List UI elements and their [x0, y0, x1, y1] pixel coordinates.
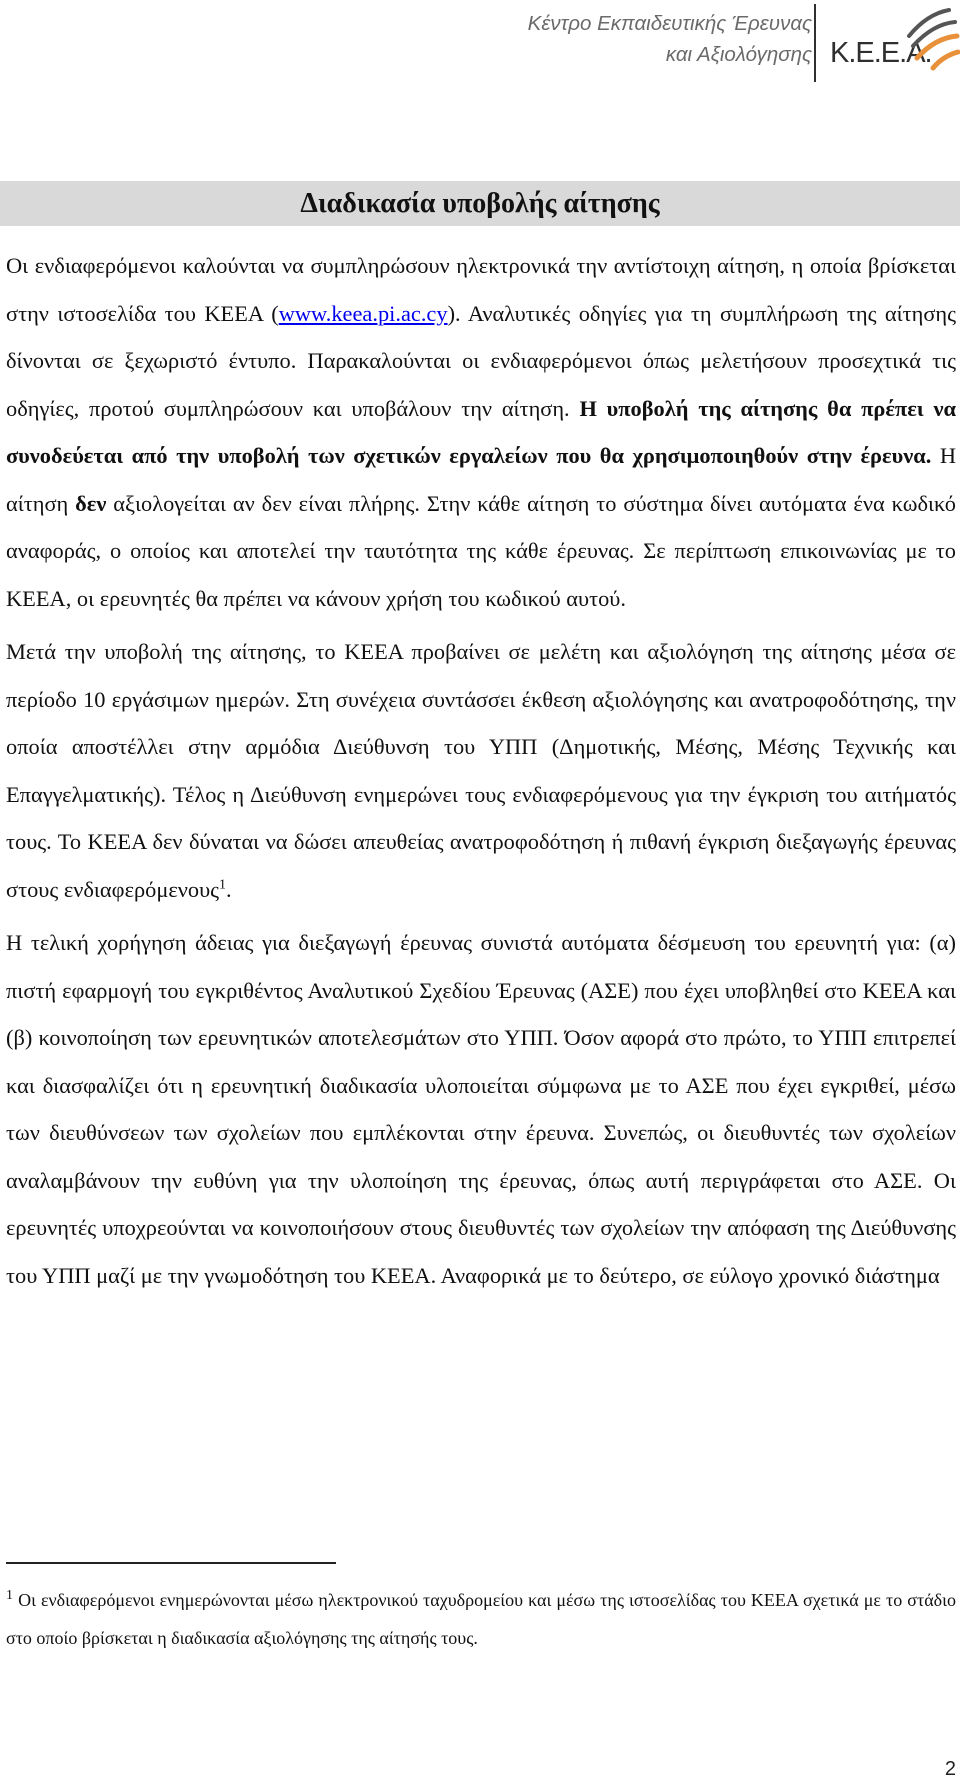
paragraph-3: Η τελική χορήγηση άδειας για διεξαγωγή έρευνας συνιστά αυτόματα δέσμευση του ερευνητή για: (α) πιστή εφαρμογή του εγκριθέντος Αναλυτικού Σχεδίου Έρευνας (ΑΣΕ) που έχει υποβληθεί στο ΚΕΕΑ και (β) κοινοποίηση των ερευνητικών αποτελεσμάτων στο ΥΠΠ. Όσον αφορά στο πρώτο, το ΥΠΠ επιτρεπεί και διασφαλίζει ότι η ερευνητική διαδικασία υλοποιείται σύμφωνα με το ΑΣΕ που έχει εγκριθεί, μέσω των διευθύνσεων των σχολείων που εμπλέκονται στην έρευνα. Συνεπώς, οι διευθυντές των σχολείων αναλαμβάνουν την ευθύνη για την υλοποίηση της έρευνας, όπως αυτή περιγράφεται στο ΑΣΕ. Οι ερευνητές υποχρεούνται να κοινοποιήσουν στους διευθυντές των σχολείων την απόφαση της Διεύθυνσης του ΥΠΠ μαζί με την γνωμοδότηση του ΚΕΕΑ. Αναφορικά με το δεύτερο, σε εύλογο χρονικό διάστημα [6, 930, 956, 1288]
p1-text-d: αξιολογείται αν δεν είναι πλήρης. Στην κάθε αίτηση το σύστημα δίνει αυτόματα ένα κωδικό αναφοράς, ο οποίος και αποτελεί την ταυτότητα της κάθε έρευνας. Σε περίπτωση επικοινωνίας με το ΚΕΕΑ, οι ερευνητές θα πρέπει να κάνουν χρήση του κωδικού αυτού. [6, 490, 956, 611]
p1-bold-not: δεν [75, 490, 107, 516]
p1-text-a: Οι ενδιαφερόμενοι καλούνται να συμπληρώσουν ηλεκτρονικά την αντίστοιχη αίτηση, η οποία βρίσκεται στην ιστοσελίδα του ΚΕΕΑ ( [6, 253, 956, 326]
header-divider [814, 4, 816, 82]
document-body [6, 242, 956, 1305]
page-number: 2 [944, 1758, 956, 1780]
logo-text: Κ.Ε.Ε.Α. [830, 37, 932, 69]
p1-text-c: Η αίτηση [6, 443, 956, 516]
org-name-line1: Κέντρο Εκπαιδευτικής Έρευνας [527, 12, 812, 35]
footnote-text: Οι ενδιαφερόμενοι ενημερώνονται μέσω ηλεκτρονικού ταχυδρομείου και μέσω της ιστοσελίδας του ΚΕΕΑ σχετικά με το στάδιο στο οποίο βρίσκεται η διαδικασία αξιολόγησης της αίτησής τους. [6, 1590, 956, 1648]
p2-end: . [226, 876, 232, 902]
footnote-separator [6, 1562, 336, 1564]
org-name-line2: και Αξιολόγησης [665, 43, 812, 66]
footnote-number: 1 [6, 1588, 13, 1603]
footnote-paragraph [6, 1581, 956, 1657]
page-header [0, 0, 960, 90]
logo-stroke-4 [933, 52, 958, 68]
footnote-reference[interactable]: 1 [219, 877, 227, 893]
org-name [528, 8, 812, 70]
p2-text: Μετά την υποβολή της αίτησης, το ΚΕΕΑ προβαίνει σε μελέτη και αξιολόγηση της αίτησης μέσα σε περίοδο 10 εργάσιμων ημερών. Στη συνέχεια συντάσσει έκθεση αξιολόγησης και ανατροφοδότησης, την οποία αποστέλλει στην αρμόδια Διεύθυνση του ΥΠΠ (Δημοτικής, Μέσης, Μέσης Τεχνικής και Επαγγελματικής). Τέλος η Διεύθυνση ενημερώνει τους ενδιαφερόμενους για την έγκριση του αιτήματός τους. Το ΚΕΕΑ δεν δύναται να δώσει απευθείας ανατροφοδότηση ή πιθανή έγκριση διεξαγωγής έρευνας στους ενδιαφερόμενους [6, 639, 956, 902]
footnote [6, 1581, 956, 1657]
paragraph-1 [6, 242, 956, 622]
paragraph-2 [6, 628, 956, 913]
keea-logo-icon [905, 6, 960, 76]
section-title: Διαδικασία υποβολής αίτησης [0, 181, 960, 226]
p1-text-b: ). Αναλυτικές οδηγίες για τη συμπλήρωση της αίτησης δίνονται σε ξεχωριστό έντυπο. Παρακαλούνται οι ενδιαφερόμενοι όπως μελετήσουν προσεχτικά τις οδηγίες, προτού συμπληρώσουν και υποβάλουν την αίτηση. [6, 300, 956, 421]
website-link[interactable]: www.keea.pi.ac.cy [278, 300, 448, 326]
p1-bold-requirement: Η υποβολή της αίτησης θα πρέπει να συνοδεύεται από την υποβολή των σχετικών εργαλείων που θα χρησιμοποιηθούν στην έρευνα. [6, 395, 956, 468]
